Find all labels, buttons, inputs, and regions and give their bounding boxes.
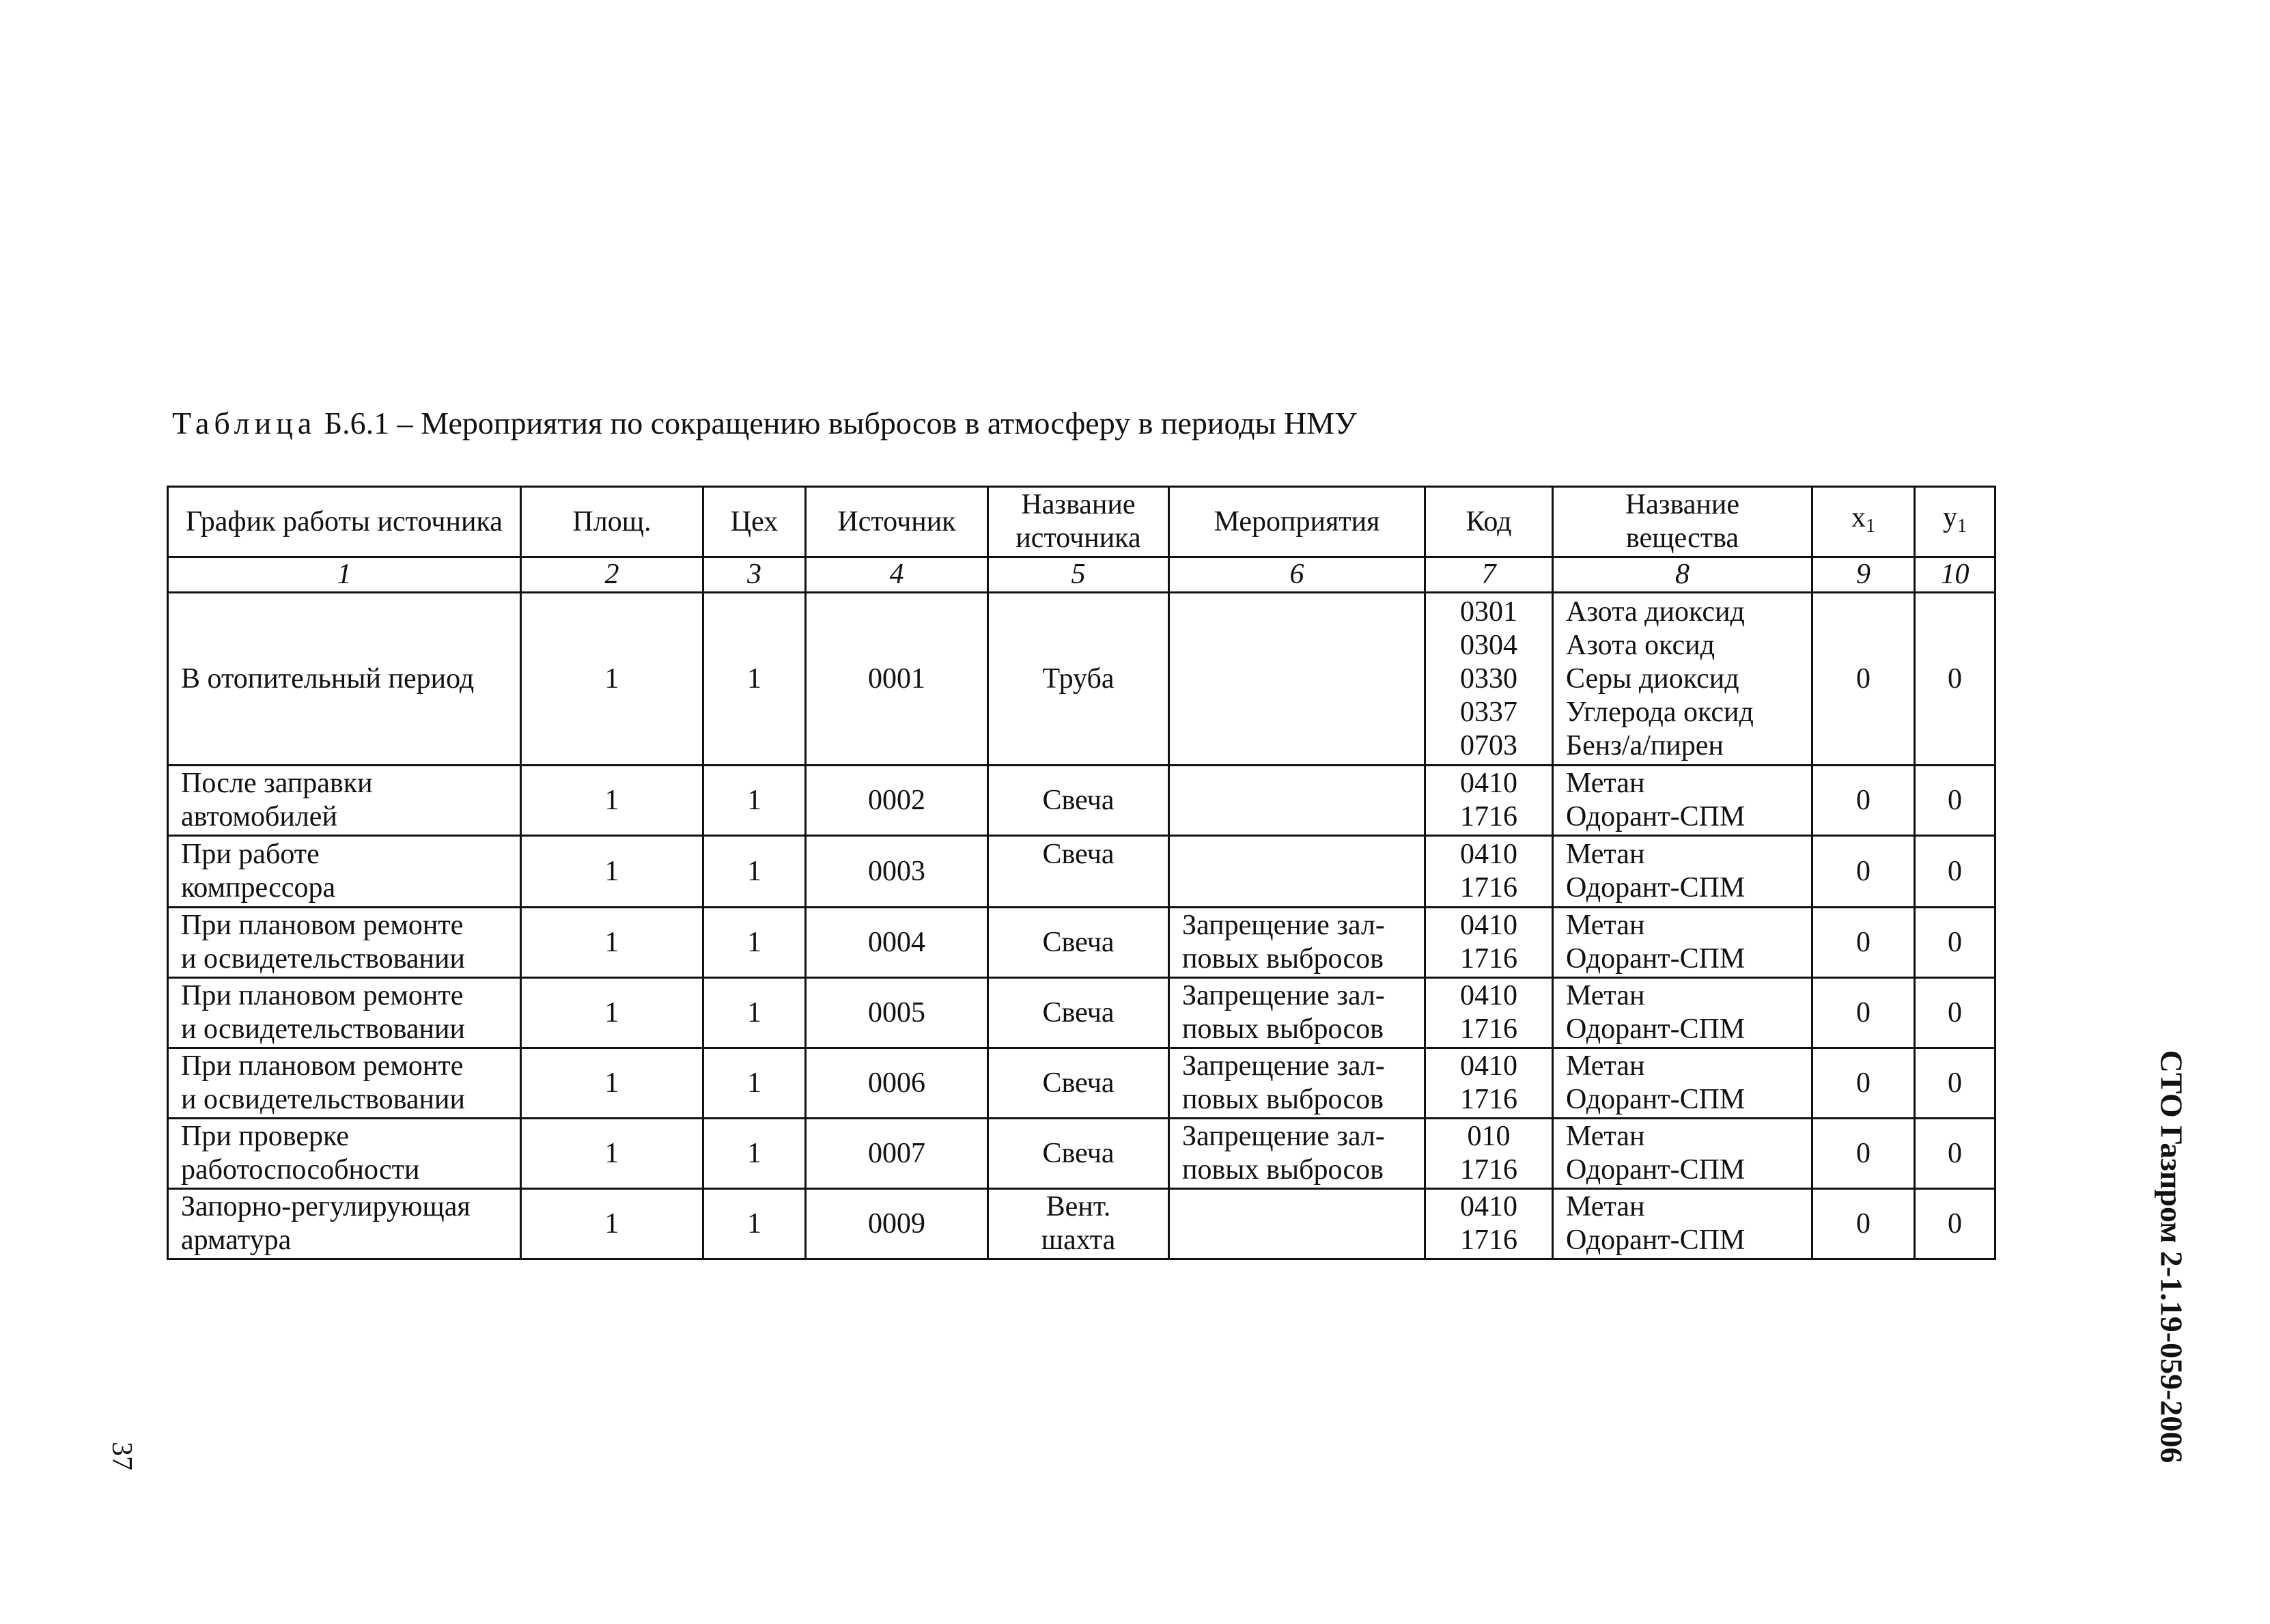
- table-row: [168, 978, 1995, 1048]
- cell-codes-line: 1716: [1460, 1224, 1517, 1256]
- cell-area: 1: [521, 1048, 703, 1119]
- cell-codes-line: 1716: [1460, 1084, 1517, 1115]
- cell-measures-line: повых выбросов: [1182, 1154, 1384, 1186]
- cell-x1: 0: [1812, 593, 1915, 766]
- cell-substances-line: Одорант-СПМ: [1566, 801, 1746, 832]
- cell-measures-line: Запрещение зал-: [1182, 1050, 1385, 1082]
- cell-substances-line: Одорант-СПМ: [1566, 1084, 1746, 1115]
- cell-substances-line: Одорант-СПМ: [1566, 1224, 1746, 1256]
- header-code: Код: [1425, 487, 1553, 557]
- cell-substances-line: Метан: [1566, 768, 1645, 799]
- cell-codes-line: 1716: [1460, 801, 1517, 832]
- header-x1: [1812, 487, 1915, 557]
- cell-codes: [1425, 593, 1553, 766]
- cell-area: 1: [521, 1119, 703, 1189]
- cell-substances-line: Бенз/а/пирен: [1566, 729, 1724, 761]
- cell-schedule-line: При работе: [181, 839, 320, 870]
- cell-source: 0007: [806, 1119, 988, 1189]
- cell-source-name-line: Свеча: [1042, 1137, 1115, 1169]
- cell-source: 0002: [806, 766, 988, 836]
- cell-measures: [1169, 593, 1425, 766]
- cell-measures-line: Запрещение зал-: [1182, 1121, 1385, 1152]
- table-row: [168, 908, 1995, 978]
- cell-shop: 1: [703, 1048, 806, 1119]
- cell-area: 1: [521, 836, 703, 908]
- cell-area: 1: [521, 978, 703, 1048]
- cell-schedule: [168, 978, 521, 1048]
- header-y1-letter: y: [1943, 501, 1957, 533]
- cell-area: 1: [521, 1189, 703, 1259]
- cell-schedule-line: В отопительный период: [181, 662, 475, 695]
- cell-x1: 0: [1812, 908, 1915, 978]
- cell-x1: 0: [1812, 1048, 1915, 1119]
- cell-source: 0005: [806, 978, 988, 1048]
- cell-y1: 0: [1915, 1119, 1995, 1189]
- cell-source-name-line: Труба: [1042, 662, 1115, 695]
- cell-schedule-line: и освидетельствовании: [181, 943, 465, 975]
- header-source-name: Название источника: [988, 487, 1169, 557]
- cell-shop: 1: [703, 593, 806, 766]
- cell-source: 0004: [806, 908, 988, 978]
- cell-shop: 1: [703, 978, 806, 1048]
- header-substance-name: Название вещества: [1553, 487, 1812, 557]
- cell-codes-line: 0410: [1460, 768, 1517, 799]
- table-row: [168, 1189, 1995, 1259]
- cell-schedule: [168, 1048, 521, 1119]
- cell-schedule-line: При проверке: [181, 1121, 350, 1152]
- cell-y1: 0: [1915, 908, 1995, 978]
- cell-codes-line: 0410: [1460, 839, 1517, 870]
- cell-source-name: [988, 1048, 1169, 1119]
- cell-codes-line: 0410: [1460, 1191, 1517, 1222]
- cell-source-name-line: Свеча: [1042, 926, 1115, 958]
- header-shop: Цех: [703, 487, 806, 557]
- cell-shop: 1: [703, 766, 806, 836]
- table-body: [168, 557, 1995, 1259]
- cell-substances-line: Метан: [1566, 1121, 1645, 1152]
- column-number: 5: [988, 557, 1169, 593]
- cell-y1: 0: [1915, 1189, 1995, 1259]
- cell-schedule-line: При плановом ремонте: [181, 1050, 464, 1082]
- cell-schedule-line: После заправки: [181, 768, 373, 799]
- cell-schedule-line: компрессора: [181, 872, 336, 904]
- cell-schedule-line: работоспособности: [181, 1154, 420, 1186]
- cell-codes-line: 0337: [1460, 696, 1517, 728]
- cell-schedule: [168, 766, 521, 836]
- header-x1-letter: x: [1851, 501, 1866, 533]
- column-number: 6: [1169, 557, 1425, 593]
- cell-schedule-line: При плановом ремонте: [181, 910, 464, 941]
- cell-schedule: [168, 593, 521, 766]
- cell-shop: 1: [703, 1189, 806, 1259]
- cell-source-name-line: шахта: [1041, 1224, 1116, 1256]
- column-number: 8: [1553, 557, 1812, 593]
- cell-source-name: [988, 766, 1169, 836]
- cell-schedule-line: При плановом ремонте: [181, 980, 464, 1011]
- cell-area: 1: [521, 593, 703, 766]
- cell-substances-line: Одорант-СПМ: [1566, 1154, 1746, 1186]
- cell-shop: 1: [703, 908, 806, 978]
- cell-y1: 0: [1915, 836, 1995, 908]
- table-row: [168, 836, 1995, 908]
- cell-source-name: [988, 593, 1169, 766]
- cell-codes-line: 0304: [1460, 629, 1517, 661]
- cell-y1: 0: [1915, 766, 1995, 836]
- cell-substances-line: Азота оксид: [1566, 629, 1715, 661]
- cell-substances-line: Одорант-СПМ: [1566, 943, 1746, 975]
- cell-measures: [1169, 1048, 1425, 1119]
- cell-source-name-line: Свеча: [1042, 784, 1115, 816]
- cell-codes: [1425, 1189, 1553, 1259]
- cell-substances: [1553, 593, 1812, 766]
- cell-substances: [1553, 766, 1812, 836]
- cell-codes-line: 0703: [1460, 729, 1517, 761]
- cell-source-name-line: Свеча: [1042, 839, 1115, 870]
- cell-codes-line: 0301: [1460, 596, 1517, 628]
- table-row: [168, 1048, 1995, 1119]
- cell-substances: [1553, 836, 1812, 908]
- cell-schedule-line: арматура: [181, 1224, 292, 1256]
- cell-substances-line: Одорант-СПМ: [1566, 1013, 1746, 1045]
- column-number: 2: [521, 557, 703, 593]
- cell-substances-line: Метан: [1566, 980, 1645, 1011]
- cell-shop: 1: [703, 1119, 806, 1189]
- page-number: 37: [106, 1442, 137, 1470]
- cell-source: 0003: [806, 836, 988, 908]
- cell-codes: [1425, 978, 1553, 1048]
- cell-codes: [1425, 836, 1553, 908]
- cell-x1: 0: [1812, 766, 1915, 836]
- cell-substances-line: Углерода оксид: [1566, 696, 1754, 728]
- table-row: [168, 1119, 1995, 1189]
- cell-substances-line: Метан: [1566, 839, 1645, 870]
- column-number: 4: [806, 557, 988, 593]
- cell-source-name-line: Вент.: [1046, 1191, 1111, 1222]
- column-number: 9: [1812, 557, 1915, 593]
- cell-measures: [1169, 908, 1425, 978]
- cell-codes: [1425, 908, 1553, 978]
- cell-source-name: [988, 1119, 1169, 1189]
- cell-source-name: [988, 836, 1169, 908]
- table-header-row: [168, 487, 1995, 557]
- cell-schedule: [168, 908, 521, 978]
- cell-x1: 0: [1812, 1119, 1915, 1189]
- document-standard-title: СТО Газпром 2-1.19-059-2006: [2154, 1050, 2189, 1464]
- cell-schedule-line: Запорно-регулирующая: [181, 1191, 471, 1222]
- cell-measures: [1169, 978, 1425, 1048]
- column-number: 10: [1915, 557, 1995, 593]
- cell-y1: 0: [1915, 978, 1995, 1048]
- cell-measures: [1169, 766, 1425, 836]
- cell-area: 1: [521, 908, 703, 978]
- header-x1-subscript: 1: [1866, 515, 1875, 537]
- cell-source: 0001: [806, 593, 988, 766]
- cell-schedule-line: автомобилей: [181, 801, 337, 832]
- cell-codes-line: 1716: [1460, 872, 1517, 904]
- cell-schedule-line: и освидетельствовании: [181, 1084, 465, 1115]
- cell-codes-line: 0410: [1460, 1050, 1517, 1082]
- header-source: Источник: [806, 487, 988, 557]
- cell-codes-line: 0410: [1460, 910, 1517, 941]
- cell-source: 0009: [806, 1189, 988, 1259]
- cell-measures-line: повых выбросов: [1182, 1084, 1384, 1115]
- cell-schedule: [168, 836, 521, 908]
- header-schedule: График работы источника: [168, 487, 521, 557]
- cell-substances: [1553, 1048, 1812, 1119]
- measures-table: [167, 486, 1996, 1260]
- cell-codes: [1425, 1048, 1553, 1119]
- cell-measures: [1169, 836, 1425, 908]
- cell-codes-line: 1716: [1460, 1154, 1517, 1186]
- cell-source-name-line: Свеча: [1042, 1067, 1115, 1099]
- cell-substances-line: Одорант-СПМ: [1566, 872, 1746, 904]
- cell-x1: 0: [1812, 1189, 1915, 1259]
- cell-schedule-line: и освидетельствовании: [181, 1013, 465, 1045]
- cell-measures-line: Запрещение зал-: [1182, 980, 1385, 1011]
- cell-measures: [1169, 1119, 1425, 1189]
- table-row: [168, 593, 1995, 766]
- cell-substances-line: Метан: [1566, 1191, 1645, 1222]
- table-caption-label: Таблица: [172, 406, 317, 440]
- cell-substances: [1553, 908, 1812, 978]
- cell-y1: 0: [1915, 1048, 1995, 1119]
- table-caption: [172, 404, 1357, 443]
- cell-schedule: [168, 1189, 521, 1259]
- cell-measures-line: Запрещение зал-: [1182, 910, 1385, 941]
- cell-source: 0006: [806, 1048, 988, 1119]
- cell-measures: [1169, 1189, 1425, 1259]
- cell-schedule: [168, 1119, 521, 1189]
- cell-area: 1: [521, 766, 703, 836]
- cell-source-name-line: Свеча: [1042, 996, 1115, 1028]
- cell-substances: [1553, 978, 1812, 1048]
- cell-substances: [1553, 1189, 1812, 1259]
- table-caption-text: Б.6.1 – Мероприятия по сокращению выбросов в атмосферу в периоды НМУ: [316, 406, 1357, 440]
- cell-shop: 1: [703, 836, 806, 908]
- column-number: 7: [1425, 557, 1553, 593]
- cell-codes-line: 1716: [1460, 943, 1517, 975]
- header-area: Площ.: [521, 487, 703, 557]
- table-row: [168, 766, 1995, 836]
- column-number-row: [168, 557, 1995, 593]
- cell-codes: [1425, 766, 1553, 836]
- cell-measures-line: повых выбросов: [1182, 1013, 1384, 1045]
- column-number: 1: [168, 557, 521, 593]
- header-measures: Мероприятия: [1169, 487, 1425, 557]
- cell-y1: 0: [1915, 593, 1995, 766]
- cell-x1: 0: [1812, 836, 1915, 908]
- cell-codes-line: 010: [1467, 1121, 1511, 1152]
- cell-source-name: [988, 1189, 1169, 1259]
- cell-codes: [1425, 1119, 1553, 1189]
- cell-substances-line: Метан: [1566, 1050, 1645, 1082]
- column-number: 3: [703, 557, 806, 593]
- header-y1: [1915, 487, 1995, 557]
- cell-source-name: [988, 978, 1169, 1048]
- cell-substances-line: Серы диоксид: [1566, 662, 1739, 695]
- cell-codes-line: 1716: [1460, 1013, 1517, 1045]
- cell-codes-line: 0330: [1460, 662, 1517, 695]
- cell-source-name: [988, 908, 1169, 978]
- cell-substances-line: Азота диоксид: [1566, 596, 1745, 628]
- cell-substances: [1553, 1119, 1812, 1189]
- cell-codes-line: 0410: [1460, 980, 1517, 1011]
- cell-substances-line: Метан: [1566, 910, 1645, 941]
- header-y1-subscript: 1: [1957, 515, 1967, 537]
- cell-x1: 0: [1812, 978, 1915, 1048]
- cell-measures-line: повых выбросов: [1182, 943, 1384, 975]
